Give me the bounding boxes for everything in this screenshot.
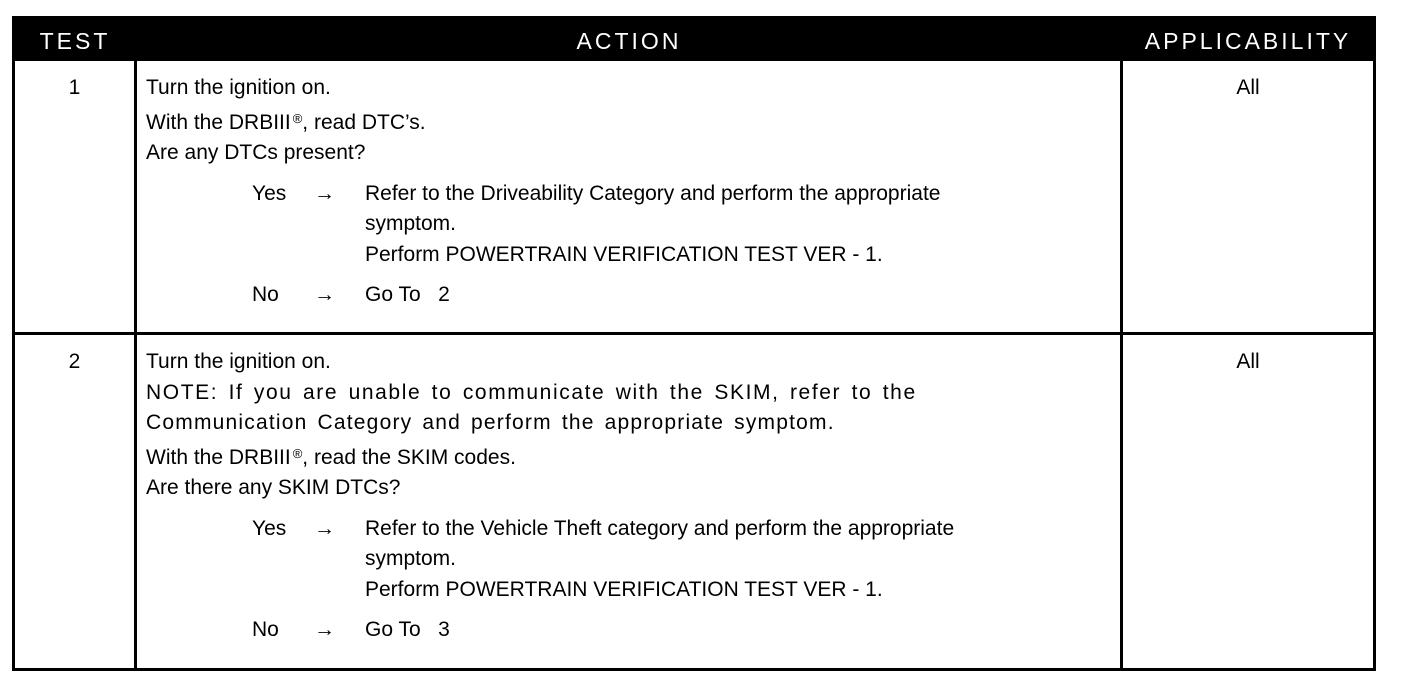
yes-text: symptom. <box>365 212 457 235</box>
right-arrow-icon: → <box>314 181 335 205</box>
action-cell <box>146 347 1114 646</box>
table-header <box>15 19 1373 61</box>
no-label: No <box>252 618 279 641</box>
action-line: With the DRBIII ®, read DTC’s. <box>146 110 426 134</box>
right-arrow-icon: → <box>314 618 335 641</box>
action-line: Turn the ignition on. <box>146 76 331 99</box>
yes-text: Perform POWERTRAIN VERIFICATION TEST VER - 1. <box>365 242 883 266</box>
no-branch <box>146 615 1114 646</box>
no-text: Go To 3 <box>365 618 450 641</box>
table-row <box>15 335 1373 671</box>
note-line: NOTE: If you are unable to communicate with the SKIM, refer to the <box>146 380 917 404</box>
yes-text: Refer to the Vehicle Theft category and perform the appropriate <box>365 516 955 540</box>
yes-branch <box>146 514 1114 606</box>
applicability-value: All <box>1236 350 1260 373</box>
test-number: 2 <box>68 350 81 373</box>
yes-label: Yes <box>252 181 287 205</box>
note-line: Communication Category and perform the appropriate symptom. <box>146 411 835 434</box>
test-number: 1 <box>68 76 81 99</box>
diagnostic-test-table <box>12 16 1376 671</box>
action-cell <box>146 73 1114 311</box>
yes-label: Yes <box>252 516 287 540</box>
registered-mark: ® <box>292 445 303 461</box>
registered-mark: ® <box>292 110 303 126</box>
action-line: Are any DTCs present? <box>146 141 366 164</box>
yes-text: symptom. <box>365 547 457 570</box>
action-line: Are there any SKIM DTCs? <box>146 476 401 499</box>
action-line: Turn the ignition on. <box>146 350 331 373</box>
no-label: No <box>252 283 279 306</box>
right-arrow-icon: → <box>314 283 335 306</box>
no-text: Go To 2 <box>365 283 450 306</box>
yes-branch <box>146 179 1114 271</box>
yes-text: Perform POWERTRAIN VERIFICATION TEST VER - 1. <box>365 577 883 601</box>
action-line: With the DRBIII ®, read the SKIM codes. <box>146 445 516 469</box>
no-branch <box>146 280 1114 311</box>
table-row <box>15 61 1373 332</box>
header-action: ACTION <box>576 28 682 54</box>
header-applicability: APPLICABILITY <box>1144 28 1352 54</box>
yes-text: Refer to the Driveability Category and perform the appropriate <box>365 181 941 205</box>
applicability-value: All <box>1236 76 1260 99</box>
header-test: TEST <box>39 28 111 54</box>
right-arrow-icon: → <box>314 516 335 540</box>
